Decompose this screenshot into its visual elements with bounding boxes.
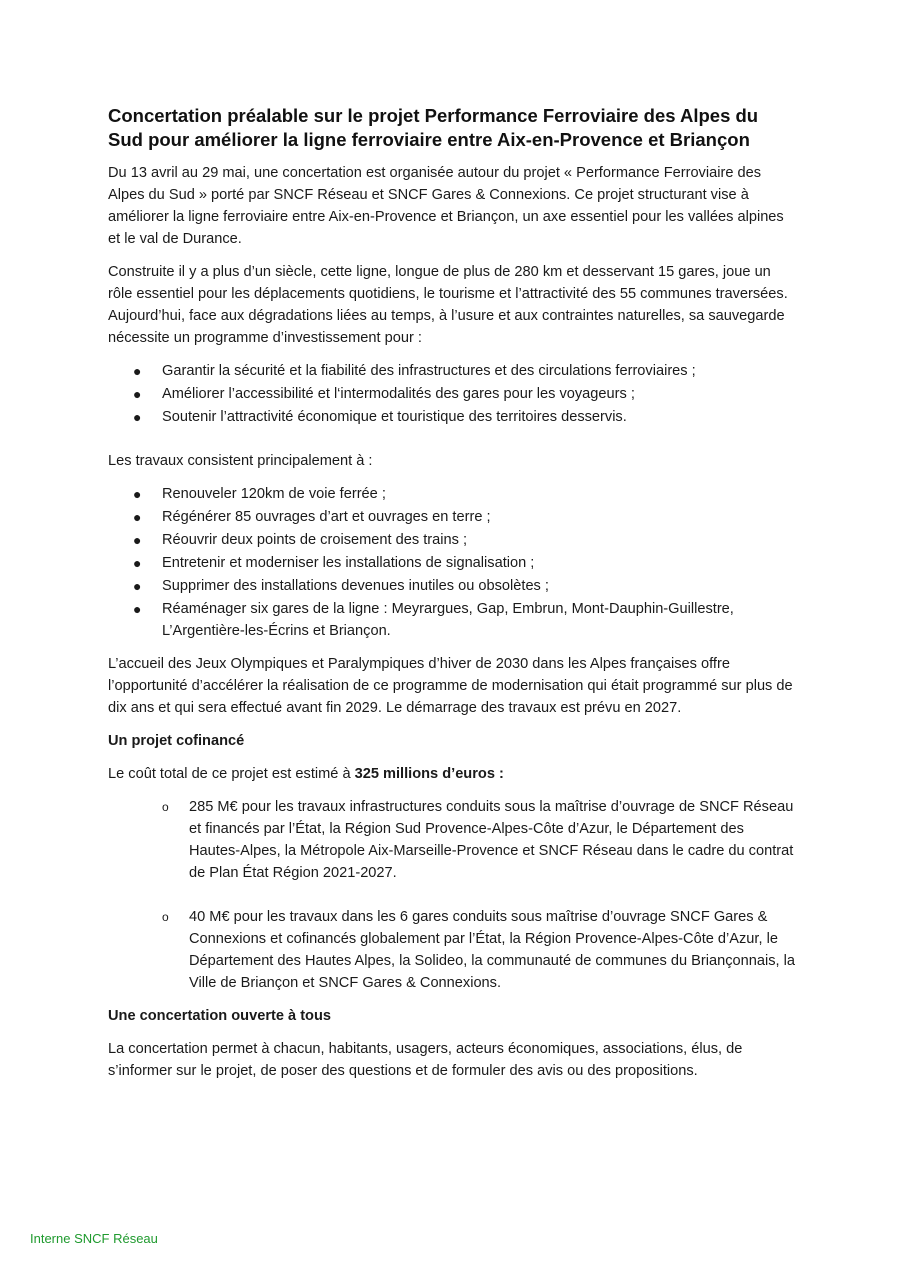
classification-footer: Interne SNCF Réseau: [30, 1231, 158, 1246]
document-page: [108, 104, 798, 1093]
list-item: ● Renouveler 120km de voie ferrée ;: [108, 483, 798, 505]
funding-intro: Le coût total de ce projet est estimé à 325 millions d’euros :: [108, 766, 504, 782]
bullet-icon: ●: [133, 578, 142, 594]
total-cost: 325 millions d’euros :: [354, 766, 504, 782]
list-item: ● Améliorer l’accessibilité et l‘intermodalités des gares pour les voyageurs ;: [108, 383, 798, 405]
works-intro: Les travaux consistent principalement à :: [108, 453, 373, 469]
intro-paragraph: Du 13 avril au 29 mai, une concertation est organisée autour du projet « Performance Ferroviaire des Alpes du Sud » porté par SNCF Réseau et SNCF Gares & Connexions. Ce projet structurant vise à améliorer la ligne ferroviaire entre Aix-en-Provence et Briançon, un axe essentiel pour les vallées alpines et le val de Durance.: [108, 165, 784, 247]
list-item: ● Supprimer des installations devenues inutiles ou obsolètes ;: [108, 575, 798, 597]
bullet-icon: ●: [133, 386, 142, 402]
funding-heading: Un projet cofinancé: [108, 733, 245, 749]
bullet-icon: ●: [133, 409, 142, 425]
list-item: o 40 M€ pour les travaux dans les 6 gares conduits sous maîtrise d’ouvrage SNCF Gares & Connexions et cofinancés globalement par l’État, la Région Provence-Alpes-Côte d’Azur, le Département des Hautes Alpes, la Solideo, la communauté de communes du Briançonnais, la Ville de Briançon et SNCF Gares & Connexions.: [108, 906, 798, 994]
list-item: ● Garantir la sécurité et la fiabilité des infrastructures et des circulations ferroviaires ;: [108, 360, 798, 382]
bullet-icon: ●: [133, 486, 142, 502]
list-item: ● Réouvrir deux points de croisement des trains ;: [108, 529, 798, 551]
circle-bullet-icon: o: [162, 800, 169, 814]
objectives-list: [108, 360, 798, 428]
document-title: Concertation préalable sur le projet Performance Ferroviaire des Alpes du Sud pour améliorer la ligne ferroviaire entre Aix-en-Provence et Briançon: [108, 105, 759, 150]
list-item: ● Régénérer 85 ouvrages d’art et ouvrages en terre ;: [108, 506, 798, 528]
consultation-paragraph: La concertation permet à chacun, habitants, usagers, acteurs économiques, associations, élus, de s’informer sur le projet, de poser des questions et de formuler des avis ou des propositions.: [108, 1041, 743, 1079]
bullet-icon: ●: [133, 532, 142, 548]
funding-list: [108, 796, 798, 994]
list-item: ● Entretenir et moderniser les installations de signalisation ;: [108, 552, 798, 574]
list-item: ● Soutenir l’attractivité économique et touristique des territoires desservis.: [108, 406, 798, 428]
olympics-paragraph: L’accueil des Jeux Olympiques et Paralympiques d’hiver de 2030 dans les Alpes françaises offre l’opportunité d’accélérer la réalisation de ce programme de modernisation qui était programmé sur plus de dix ans et qui sera effectué avant fin 2029. Le démarrage des travaux est prévu en 2027.: [108, 656, 793, 716]
works-list: [108, 483, 798, 642]
consultation-heading: Une concertation ouverte à tous: [108, 1008, 332, 1024]
bullet-icon: ●: [133, 509, 142, 525]
list-item: ● Réaménager six gares de la ligne : Meyrargues, Gap, Embrun, Mont-Dauphin-Guillestre, L’Argentière-les-Écrins et Briançon.: [108, 598, 798, 642]
bullet-icon: ●: [133, 555, 142, 571]
context-paragraph: Construite il y a plus d’un siècle, cette ligne, longue de plus de 280 km et desservant 15 gares, joue un rôle essentiel pour les déplacements quotidiens, le tourisme et l’attractivité des 55 communes traversées. Aujourd’hui, face aux dégradations liées au temps, à l’usure et aux contraintes naturelles, sa sauvegarde nécessite un programme d’investissement pour :: [108, 264, 788, 346]
bullet-icon: ●: [133, 363, 142, 379]
circle-bullet-icon: o: [162, 910, 169, 924]
list-item: o 285 M€ pour les travaux infrastructures conduits sous la maîtrise d’ouvrage de SNCF Réseau et financés par l’État, la Région Sud Provence-Alpes-Côte d’Azur, le Département des Hautes-Alpes, la Métropole Aix-Marseille-Provence et SNCF Réseau dans le cadre du contrat de Plan État Région 2021-2027.: [108, 796, 798, 884]
bullet-icon: ●: [133, 601, 142, 617]
